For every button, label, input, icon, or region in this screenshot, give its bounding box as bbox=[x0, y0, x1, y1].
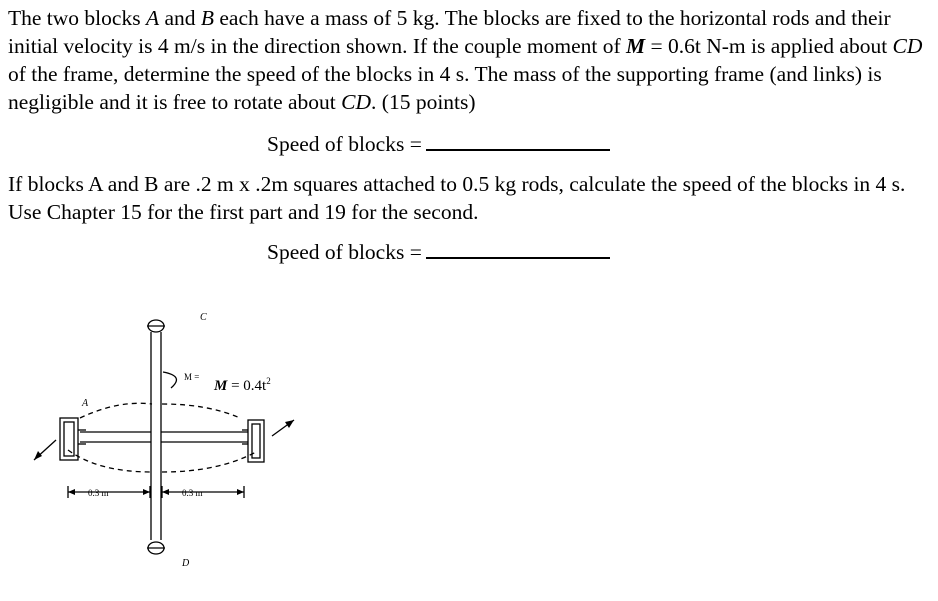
label-c: C bbox=[200, 312, 207, 323]
answer-label-2: Speed of blocks = bbox=[267, 240, 422, 264]
block-a bbox=[60, 418, 78, 460]
problem-statement: The two blocks A and B each have a mass of 5 kg. The blocks are fixed to the horizontal rods and their initial velocity is 4 m/s in the direction shown. If the couple moment of M = 0.6t N-m is applied about CD of the frame, determine the speed of the blocks in 4 s. The mass of the supporting frame (and links) is negligible and it is free to rotate about CD. (15 points) bbox=[8, 6, 923, 114]
axis-cd-ref: CD bbox=[892, 34, 923, 58]
moment-arc bbox=[163, 372, 176, 388]
moment-symbol: M bbox=[626, 34, 646, 58]
dimension-right-label: 0.3 m bbox=[182, 488, 203, 498]
problem-part-two: If blocks A and B are .2 m x .2m squares attached to 0.5 kg rods, calculate the speed of the blocks in 4 s. Use Chapter 15 for the first part and 19 for the second. bbox=[8, 172, 906, 224]
label-m-small: M = bbox=[184, 372, 200, 382]
upper-path-ellipse bbox=[80, 403, 240, 418]
block-b-ref: B bbox=[200, 6, 215, 30]
moment-equation: $M = 0.4t^2$ bbox=[214, 376, 271, 394]
lower-path-ellipse bbox=[68, 450, 256, 472]
block-a-ref: A bbox=[145, 6, 160, 30]
label-d: D bbox=[182, 558, 190, 569]
answer-line-2 bbox=[267, 238, 610, 266]
label-a: A bbox=[82, 398, 89, 409]
axis-cd-ref-2: CD bbox=[341, 90, 372, 114]
block-b bbox=[248, 420, 264, 462]
answer-blank-2[interactable] bbox=[426, 256, 610, 259]
answer-label-1: Speed of blocks = bbox=[267, 132, 422, 156]
frame-diagram-svg bbox=[28, 300, 318, 585]
answer-line-1 bbox=[267, 130, 610, 158]
answer-blank-1[interactable] bbox=[426, 148, 610, 151]
arrowhead-a bbox=[34, 451, 42, 460]
frame-diagram bbox=[28, 300, 318, 585]
arrowhead-b bbox=[285, 420, 294, 428]
dimension-left-label: 0.3 m bbox=[88, 488, 109, 498]
